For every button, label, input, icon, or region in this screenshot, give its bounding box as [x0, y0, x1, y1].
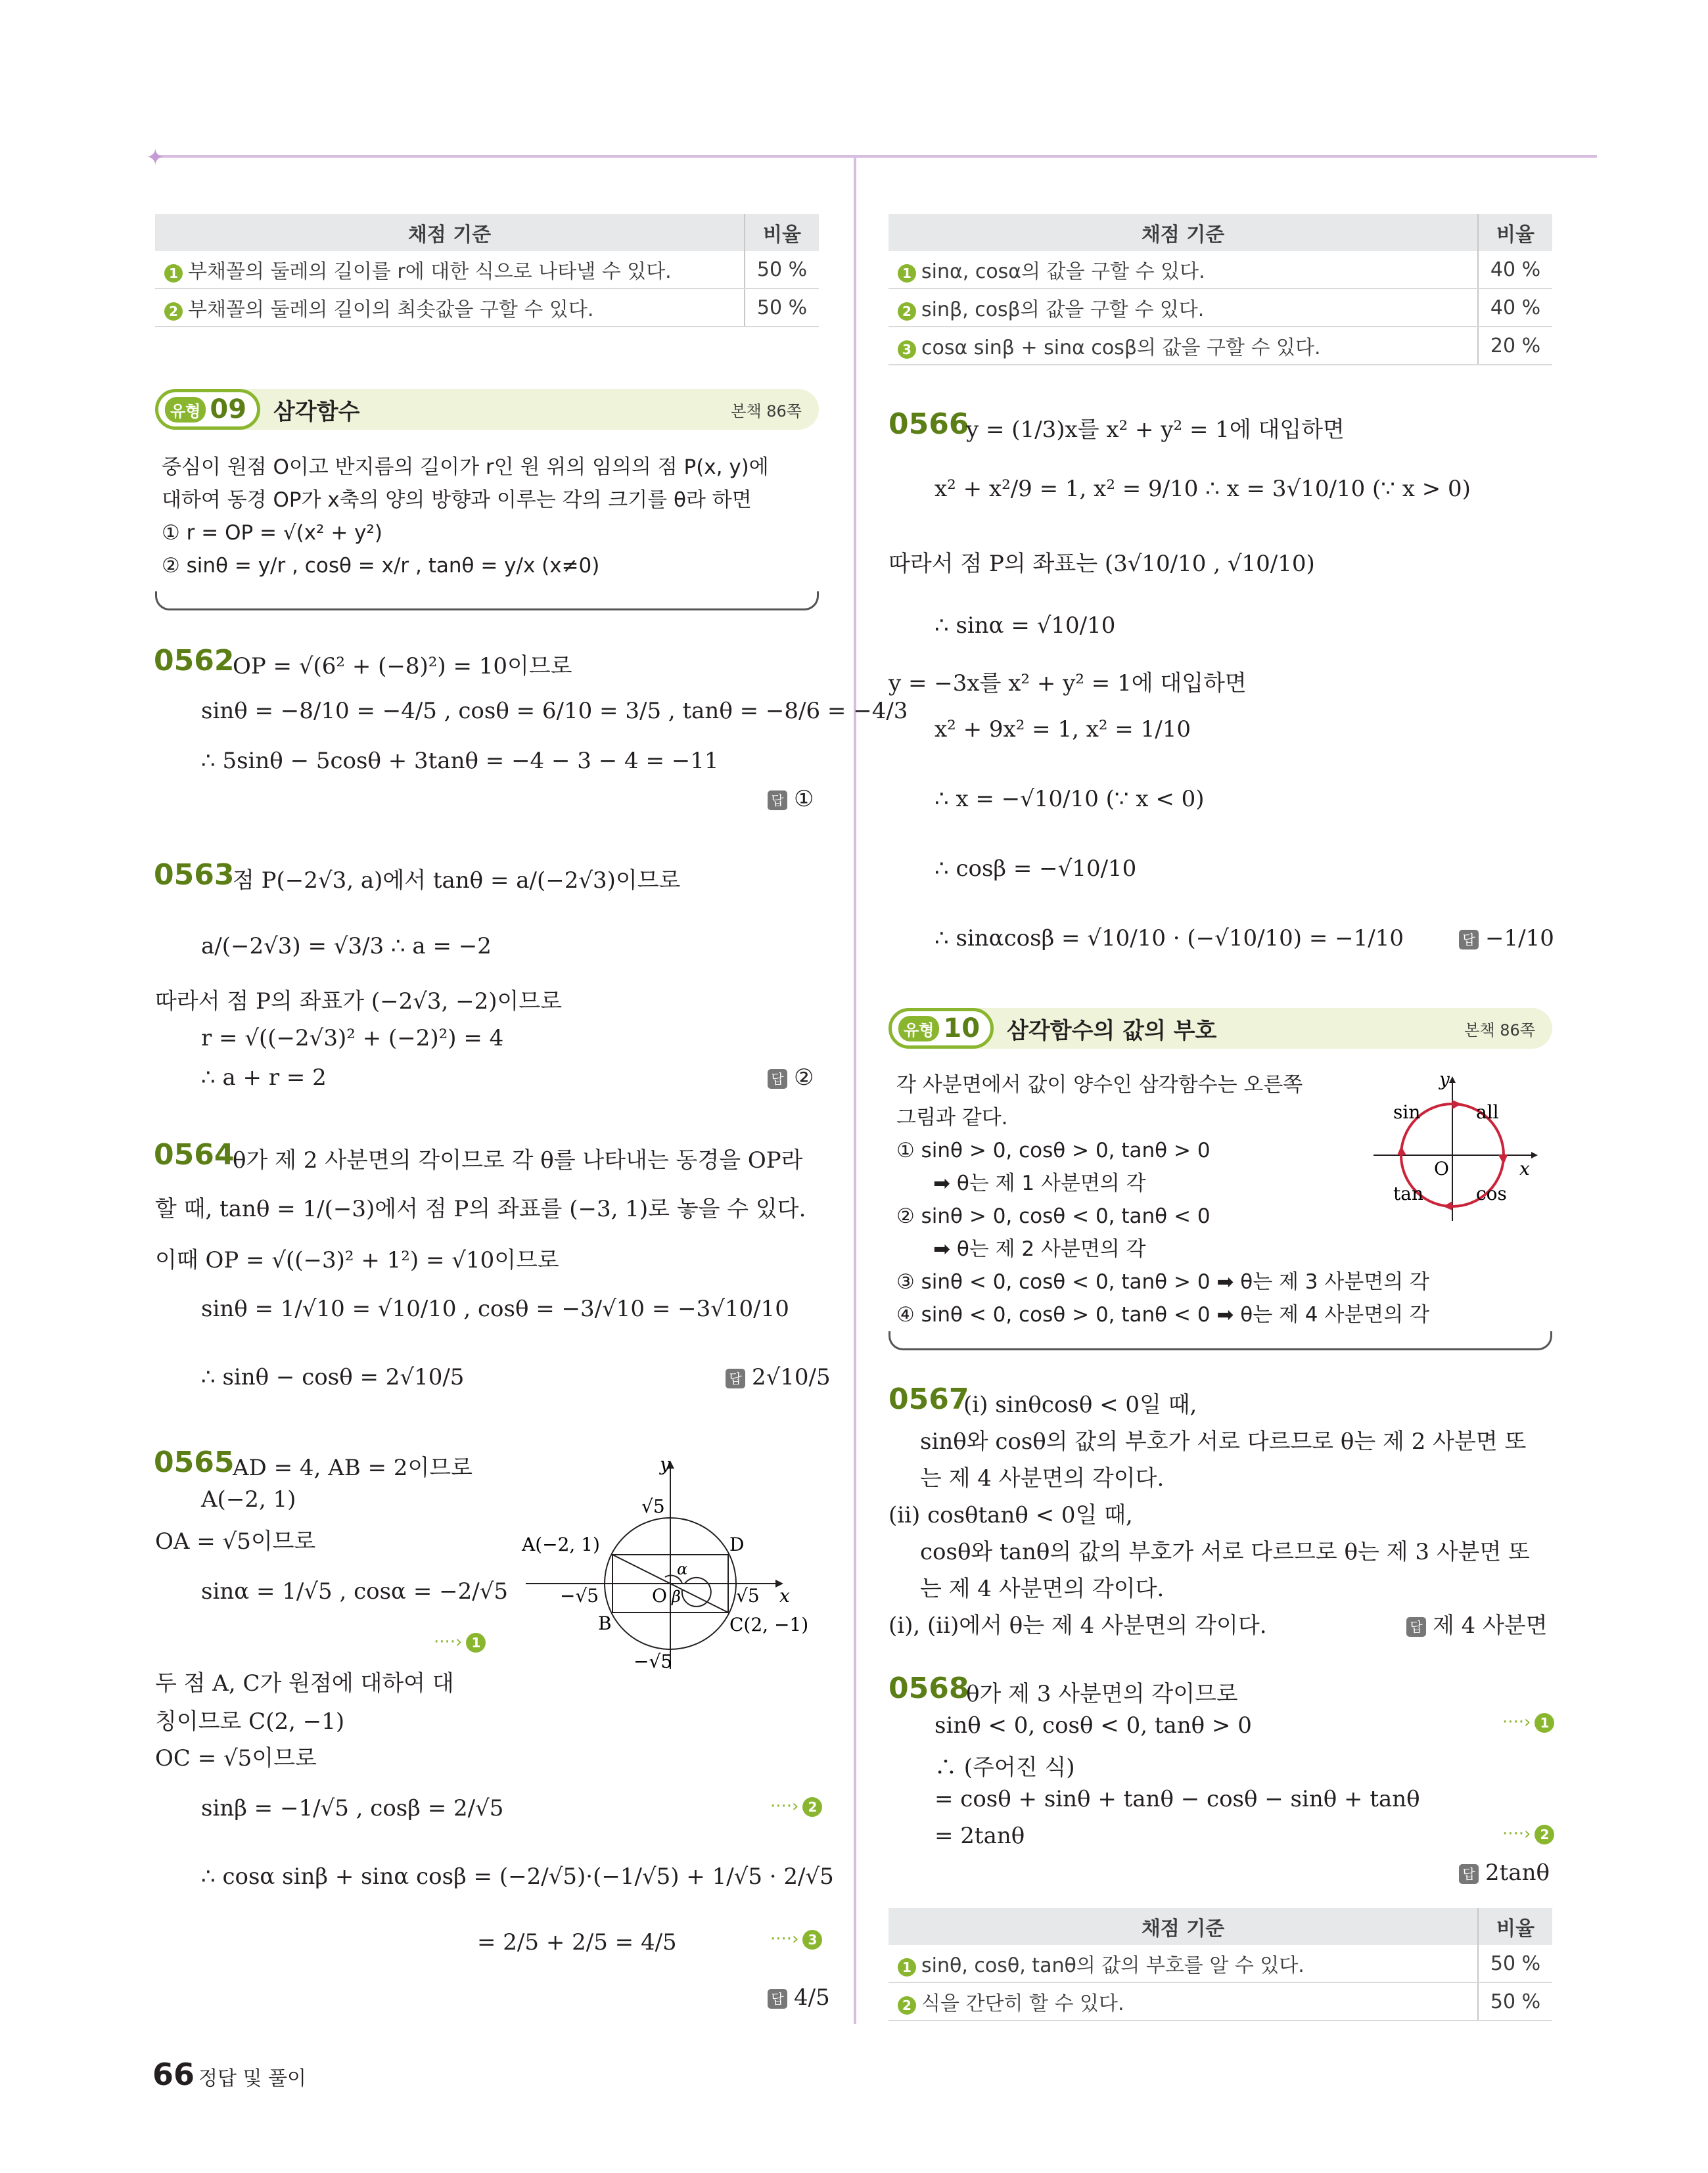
table-header-criteria: 채점 기준	[407, 223, 492, 246]
step-marker: ····› 3	[770, 1929, 822, 1950]
answer-0563: 답 ②	[768, 1064, 814, 1091]
solution-line: OP = √(6² + (−8)²) = 10이므로	[233, 653, 572, 679]
type-title: 삼각함수	[273, 398, 360, 425]
answer-icon: 답	[1406, 1617, 1426, 1637]
label-a: A(−2, 1)	[522, 1534, 600, 1555]
type-badge: 유형 09	[155, 389, 260, 430]
solution-line: ∴ sinα = √10/10	[935, 612, 1116, 639]
step-number-icon: 1	[898, 1958, 916, 1977]
problem-number-0567: 0567	[889, 1383, 969, 1416]
type-10-summary: 각 사분면에서 값이 양수인 삼각함수는 오른쪽 그림과 같다. ① sinθ > 0, cosθ > 0, tanθ > 0 ➡ θ는 제 1 사분면의 각 ② sinθ > 0, cosθ < 0, tanθ < 0 ➡ θ는 제 2 사분면의 각 ③ sinθ < 0, cosθ < 0, tanθ > 0 ➡ θ는 제 3 사분면의 각 ④ sinθ < 0, cosθ > 0, tanθ < 0 ➡ θ는 제 4 사분면의 각	[896, 1073, 1429, 1327]
solution-line: 이때 OP = √((−3)² + 1²) = √10이므로	[155, 1247, 559, 1273]
type-10-box-bottom	[889, 1331, 1552, 1350]
label-o: O	[652, 1585, 667, 1607]
step-number-icon: 3	[898, 340, 916, 359]
problem-number-0568: 0568	[889, 1672, 969, 1705]
step-marker: ····› 1	[434, 1632, 486, 1653]
problem-number-0565: 0565	[154, 1446, 235, 1479]
label-alpha: α	[677, 1560, 688, 1578]
label-all: all	[1476, 1101, 1499, 1123]
answer-0566: 답 −1/10	[1459, 925, 1554, 951]
solution-line: OC = √5이므로	[155, 1745, 317, 1772]
arrow-icon	[1498, 1155, 1508, 1164]
step-number-icon: 1	[164, 264, 183, 283]
solution-line: 할 때, tanθ = 1/(−3)에서 점 P의 좌표를 (−3, 1)로 놓을 수 있다.	[155, 1196, 806, 1222]
step-number-icon: 2	[898, 1996, 916, 2015]
solution-line: θ가 제 2 사분면의 각이므로 각 θ를 나타내는 동경을 OP라	[233, 1147, 803, 1174]
step-marker: ····› 2	[1502, 1824, 1554, 1844]
solution-line: sinα = 1/√5 , cosα = −2/√5	[201, 1578, 508, 1605]
problem-number-0562: 0562	[154, 644, 235, 677]
table-row: 2 부채꼴의 둘레의 길이의 최솟값을 구할 수 있다. 50 %	[155, 289, 819, 327]
solution-line: sinθ = −8/10 = −4/5 , cosθ = 6/10 = 3/5 , tanθ = −8/6 = −4/3	[201, 698, 908, 724]
solution-line: = 2/5 + 2/5 = 4/5	[477, 1929, 677, 1956]
label-sqrt5-bottom: −√5	[634, 1651, 673, 1672]
solution-line: sinθ와 cosθ의 값의 부호가 서로 다르므로 θ는 제 2 사분면 또	[920, 1429, 1527, 1455]
table-header-ratio: 비율	[1477, 1908, 1552, 1945]
arrow-icon	[1452, 1100, 1462, 1109]
footer-label: 정답 및 풀이	[198, 2067, 306, 2090]
answer-icon: 답	[1459, 1864, 1479, 1884]
table-row: 2 sinβ, cosβ의 값을 구할 수 있다. 40 %	[889, 289, 1552, 327]
label-sqrt5-left: −√5	[560, 1585, 599, 1607]
solution-line: 칭이므로 C(2, −1)	[155, 1708, 345, 1735]
solution-line: AD = 4, AB = 2이므로	[233, 1455, 473, 1481]
arrow-icon	[1443, 1201, 1452, 1210]
solution-line: 는 제 4 사분면의 각이다.	[920, 1576, 1165, 1602]
label-c: C(2, −1)	[729, 1614, 809, 1635]
grading-table-0561	[155, 214, 819, 327]
answer-0564: 답 2√10/5	[726, 1364, 831, 1390]
solution-line: (ii) cosθtanθ < 0일 때,	[889, 1502, 1133, 1528]
solution-line: sinθ = 1/√10 = √10/10 , cosθ = −3/√10 = −3√10/10	[201, 1296, 789, 1322]
solution-line: 따라서 점 P의 좌표가 (−2√3, −2)이므로	[155, 988, 563, 1015]
solution-line: ∴ x = −√10/10 (∵ x < 0)	[935, 786, 1205, 812]
table-header-ratio: 비율	[1477, 214, 1552, 251]
table-row: 1 sinθ, cosθ, tanθ의 값의 부호를 알 수 있다. 50 %	[889, 1945, 1552, 1983]
solution-line: sinβ = −1/√5 , cosβ = 2/√5	[201, 1795, 504, 1821]
page-footer	[152, 2057, 306, 2092]
column-divider	[854, 158, 856, 2024]
label-sqrt5-top: √5	[641, 1496, 665, 1517]
solution-line: OA = √5이므로	[155, 1528, 316, 1555]
table-row: 3 cosα sinβ + sinα cosβ의 값을 구할 수 있다. 20 %	[889, 327, 1552, 365]
type-10-banner	[889, 1008, 1552, 1049]
x-arrow-icon	[1531, 1152, 1538, 1158]
table-row: 2 식을 간단히 할 수 있다. 50 %	[889, 1983, 1552, 2021]
type-09-banner	[155, 389, 819, 430]
label-b: B	[598, 1613, 612, 1634]
textbook-reference: 본책 86쪽	[731, 401, 802, 421]
label-x: x	[1519, 1158, 1530, 1179]
label-o: O	[1434, 1158, 1449, 1179]
problem-number-0563: 0563	[154, 858, 235, 892]
table-row: 1 sinα, cosα의 값을 구할 수 있다. 40 %	[889, 251, 1552, 289]
step-marker: ····› 1	[1502, 1712, 1554, 1733]
answer-0568: 답 2tanθ	[1459, 1860, 1550, 1886]
answer-0565: 답 4/5	[768, 1984, 830, 2011]
solution-line: (i), (ii)에서 θ는 제 4 사분면의 각이다.	[889, 1613, 1267, 1639]
solution-line: x² + x²/9 = 1, x² = 9/10 ∴ x = 3√10/10 (∵ x > 0)	[935, 476, 1471, 502]
solution-line: = cosθ + sinθ + tanθ − cosθ − sinθ + tanθ	[935, 1786, 1420, 1812]
solution-line: (i) sinθcosθ < 0일 때,	[963, 1392, 1197, 1418]
solution-line: x² + 9x² = 1, x² = 1/10	[935, 716, 1191, 743]
type-title: 삼각함수의 값의 부호	[1007, 1017, 1217, 1044]
type-badge: 유형 10	[889, 1008, 994, 1049]
label-y: y	[660, 1453, 670, 1475]
type-09-summary: 중심이 원점 O이고 반지름의 길이가 r인 원 위의 임의의 점 P(x, y)에 대하여 동경 OP가 x축의 양의 방향과 이루는 각의 크기를 θ라 하면 ① r = OP = √(x² + y²) ② sinθ = y/r , cosθ = x/r , tanθ = y/x (x≠0)	[162, 455, 769, 578]
solution-line: ∴ cosα sinβ + sinα cosβ = (−2/√5)·(−1/√5) + 1/√5 · 2/√5	[201, 1864, 834, 1890]
step-number-icon: 2	[898, 302, 916, 321]
label-cos: cos	[1476, 1183, 1507, 1204]
table-header-ratio: 비율	[744, 214, 819, 251]
solution-line: ∴ sinαcosβ = √10/10 · (−√10/10) = −1/10	[935, 925, 1404, 951]
solution-line: a/(−2√3) = √3/3 ∴ a = −2	[201, 933, 492, 959]
grading-table-0568	[889, 1908, 1552, 2021]
solution-line: ∴ (주어진 식)	[935, 1754, 1075, 1781]
step-number-icon: 2	[164, 302, 183, 321]
table-header-criteria: 채점 기준	[1141, 1917, 1225, 1940]
solution-line: r = √((−2√3)² + (−2)²) = 4	[201, 1025, 504, 1051]
label-x: x	[779, 1585, 790, 1607]
problem-number-0564: 0564	[154, 1138, 235, 1172]
solution-line: θ가 제 3 사분면의 각이므로	[966, 1681, 1238, 1707]
solution-line: 는 제 4 사분면의 각이다.	[920, 1465, 1165, 1492]
answer-icon: 답	[768, 790, 787, 810]
table-row: 1 부채꼴의 둘레의 길이를 r에 대한 식으로 나타낼 수 있다. 50 %	[155, 251, 819, 289]
grading-table-0565	[889, 214, 1552, 365]
textbook-reference: 본책 86쪽	[1464, 1020, 1535, 1040]
arrow-icon	[1397, 1146, 1406, 1155]
unit-circle-figure	[513, 1452, 828, 1682]
answer-0562: 답 ①	[768, 786, 814, 812]
solution-line: ∴ 5sinθ − 5cosθ + 3tanθ = −4 − 3 − 4 = −11	[201, 748, 719, 774]
solution-line: y = (1/3)x를 x² + y² = 1에 대입하면	[966, 417, 1345, 443]
solution-line: 따라서 점 P의 좌표는 (3√10/10 , √10/10)	[889, 551, 1315, 577]
solution-line: 점 P(−2√3, a)에서 tanθ = a/(−2√3)이므로	[233, 867, 681, 894]
solution-line: 두 점 A, C가 원점에 대하여 대	[155, 1670, 454, 1697]
page-top-rule	[151, 155, 1597, 158]
answer-icon: 답	[726, 1369, 745, 1388]
quadrant-sign-figure	[1367, 1070, 1544, 1227]
solution-line: cosθ와 tanθ의 값의 부호가 서로 다르므로 θ는 제 3 사분면 또	[920, 1539, 1530, 1565]
label-sin: sin	[1393, 1101, 1421, 1123]
label-beta: β	[672, 1588, 681, 1606]
label-d: D	[729, 1534, 745, 1555]
answer-icon: 답	[1459, 930, 1479, 949]
label-tan: tan	[1393, 1183, 1423, 1204]
solution-line: y = −3x를 x² + y² = 1에 대입하면	[889, 670, 1247, 697]
star-icon: ✦	[146, 145, 165, 171]
label-y: y	[1439, 1070, 1450, 1090]
solution-line: ∴ a + r = 2	[201, 1064, 327, 1091]
page-number: 66	[152, 2057, 195, 2092]
type-09-box-bottom	[155, 591, 819, 610]
y-arrow-icon	[1449, 1076, 1456, 1083]
solution-line: = 2tanθ	[935, 1823, 1025, 1849]
table-header-criteria: 채점 기준	[1141, 223, 1225, 246]
answer-0567: 답 제 4 사분면	[1406, 1607, 1548, 1639]
step-number-icon: 1	[898, 264, 916, 283]
problem-number-0566: 0566	[889, 407, 969, 441]
solution-line: sinθ < 0, cosθ < 0, tanθ > 0	[935, 1712, 1252, 1739]
solution-line: ∴ cosβ = −√10/10	[935, 856, 1137, 882]
solution-line: ∴ sinθ − cosθ = 2√10/5	[201, 1364, 465, 1390]
answer-icon: 답	[768, 1069, 787, 1089]
step-marker: ····› 2	[770, 1796, 822, 1817]
label-sqrt5-right: √5	[736, 1585, 760, 1607]
solution-line: A(−2, 1)	[201, 1486, 296, 1513]
answer-icon: 답	[768, 1989, 787, 2009]
